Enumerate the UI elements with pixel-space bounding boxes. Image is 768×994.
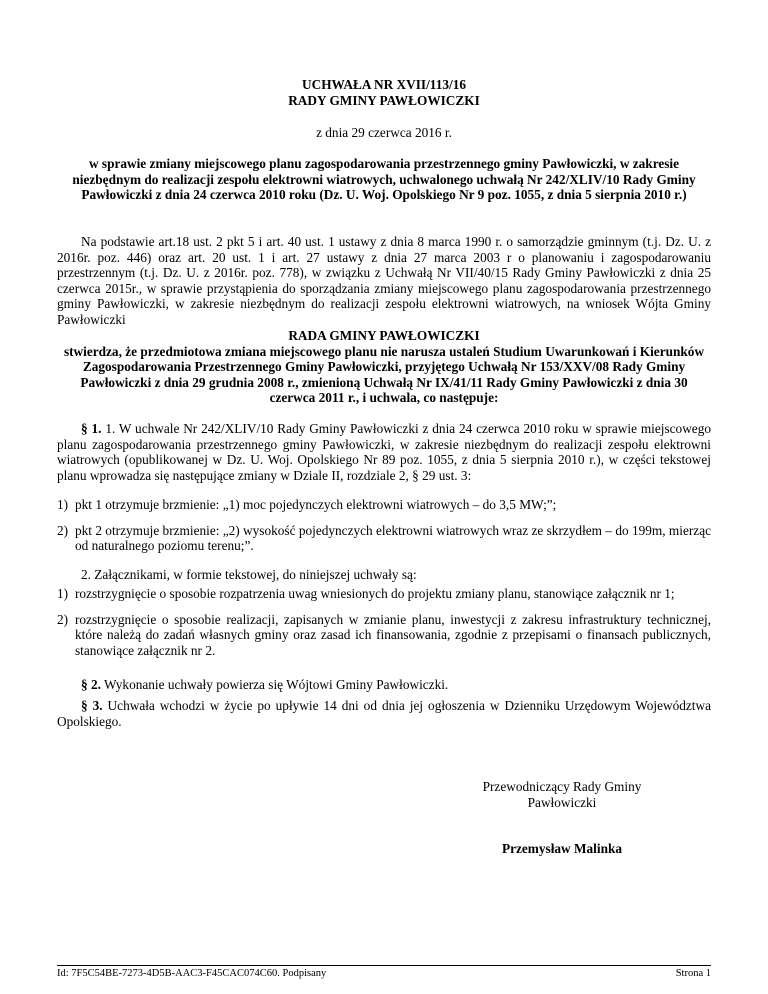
council-statement-block xyxy=(57,328,711,406)
signature-role-line1: Przewodniczący Rady Gminy xyxy=(482,779,642,794)
signature-role xyxy=(427,779,697,810)
section-1-text: 1. W uchwale Nr 242/XLIV/10 Rady Gminy Pawłowiczki z dnia 24 czerwca 2010 roku w sprawie miejscowego planu zagospodarowania przestrzennego gminy Pawłowiczki, w zakresie niezbędnym do realizacji zespołu elektrowni wiatrowych (opublikowanej w Dz. U. Woj. Opolskiego Nr 89 poz. 1055, z dnia 5 sierpnia 2010 r.), w części tekstowej planu wprowadza się następujące zmiany w Dziale II, rozdziale 2, § 29 ust. 3: xyxy=(57,421,711,483)
list-item xyxy=(57,497,711,513)
attachments-list xyxy=(57,586,711,658)
resolution-number: UCHWAŁA NR XVII/113/16 xyxy=(301,77,467,92)
list-item-number: 1) xyxy=(57,497,69,512)
section-3-mark: § 3. xyxy=(81,698,103,713)
section-2 xyxy=(57,677,711,693)
page-number: Strona 1 xyxy=(675,968,711,979)
legal-basis: Na podstawie art.18 ust. 2 pkt 5 i art. 40 ust. 1 ustawy z dnia 8 marca 1990 r. o samorządzie gminnym (t.j. Dz. U. z 2016r. poz. 446) oraz art. 20 ust. 1 i art. 27 ustawy z dnia 27 marca 2003 r o planowaniu i zagospodarowaniu przestrzennym (t.j. Dz. U. z 2016r. poz. 778), w związku z Uchwałą Nr VII/40/15 Rady Gminy Pawłowiczki z dnia 25 czerwca 2015r., w sprawie przystąpienia do sporządzania zmiany miejscowego planu zagospodarowania przestrzennego gminy Pawłowiczki, w zakresie niezbędnym do realizacji zespołu elektrowni wiatrowych, na wniosek Wójta Gminy Pawłowiczki xyxy=(57,234,711,327)
section-3 xyxy=(57,698,711,729)
council-name: RADA GMINY PAWŁOWICZKI xyxy=(288,328,480,343)
list-item-text: rozstrzygnięcie o sposobie rozpatrzenia uwag wniesionych do projektu zmiany planu, stanowiące załącznik nr 1; xyxy=(75,586,675,601)
resolution-title xyxy=(57,77,711,108)
list-item-text: pkt 2 otrzymuje brzmienie: „2) wysokość pojedynczych elektrowni wiatrowych wraz ze skrzydłem – do 199m, mierząc od naturalnego poziomu terenu;”. xyxy=(75,522,711,554)
list-item-number: 1) xyxy=(57,586,69,601)
footer-divider xyxy=(57,965,711,966)
document-id: Id: 7F5C54BE-7273-4D5B-AAC3-F45CAC074C60. Podpisany xyxy=(57,968,327,979)
section-1-point-2: 2. Załącznikami, w formie tekstowej, do niniejszej uchwały są: xyxy=(81,567,417,582)
resolution-subject: w sprawie zmiany miejscowego planu zagospodarowania przestrzennego gminy Pawłowiczki, w zakresie niezbędnym do realizacji zespołu elektrowni wiatrowych, uchwalonego uchwałą Nr 242/XLIV/10 Rady Gminy Pawłowiczki z dnia 24 czerwca 2010 roku (Dz. U. Woj. Opolskiego Nr 9 poz. 1055, z dnia 5 sierpnia 2010 r.) xyxy=(72,156,696,203)
section-1 xyxy=(57,421,711,483)
list-item-text: rozstrzygnięcie o sposobie realizacji, zapisanych w zmianie planu, inwestycji z zakresu infrastruktury technicznej, które należą do zadań własnych gminy oraz zasad ich finansowania, zgodnie z przepisami o finansach publicznych, stanowiące załącznik nr 2. xyxy=(75,611,711,658)
section-1-mark: § 1. xyxy=(81,421,102,436)
list-item-text: pkt 1 otrzymuje brzmienie: „1) moc pojedynczych elektrowni wiatrowych – do 3,5 MW;”; xyxy=(75,497,557,512)
list-item xyxy=(57,612,711,659)
list-item-number: 2) xyxy=(57,611,69,627)
section-3-text: Uchwała wchodzi w życie po upływie 14 dni od dnia jej ogłoszenia w Dzienniku Urzędowym Województwa Opolskiego. xyxy=(57,698,711,729)
resolution-issuer: RADY GMINY PAWŁOWICZKI xyxy=(288,92,480,108)
council-statement: stwierdza, że przedmiotowa zmiana miejscowego planu nie narusza ustaleń Studium Uwarunkowań i Kierunków Zagospodarowania Przestrzennego Gminy Pawłowiczki, przyjętego Uchwałą Nr 153/XXV/08 Rady Gminy Pawłowiczki z dnia 29 grudnia 2008 r., zmienioną Uchwałą Nr IX/41/11 Rady Gminy Pawłowiczki z dnia 30 czerwca 2011 r., i uchwala, co następuje: xyxy=(63,343,705,406)
section-2-mark: § 2. xyxy=(81,677,101,692)
signatory-name: Przemysław Malinka xyxy=(501,841,623,856)
resolution-date: z dnia 29 czerwca 2016 r. xyxy=(316,125,452,140)
section-2-text: Wykonanie uchwały powierza się Wójtowi Gminy Pawłowiczki. xyxy=(100,677,449,692)
list-item xyxy=(57,523,711,554)
list-item xyxy=(57,586,711,602)
amendments-list xyxy=(57,497,711,554)
signature-role-line2: Pawłowiczki xyxy=(527,794,597,810)
list-item-number: 2) xyxy=(57,522,69,538)
